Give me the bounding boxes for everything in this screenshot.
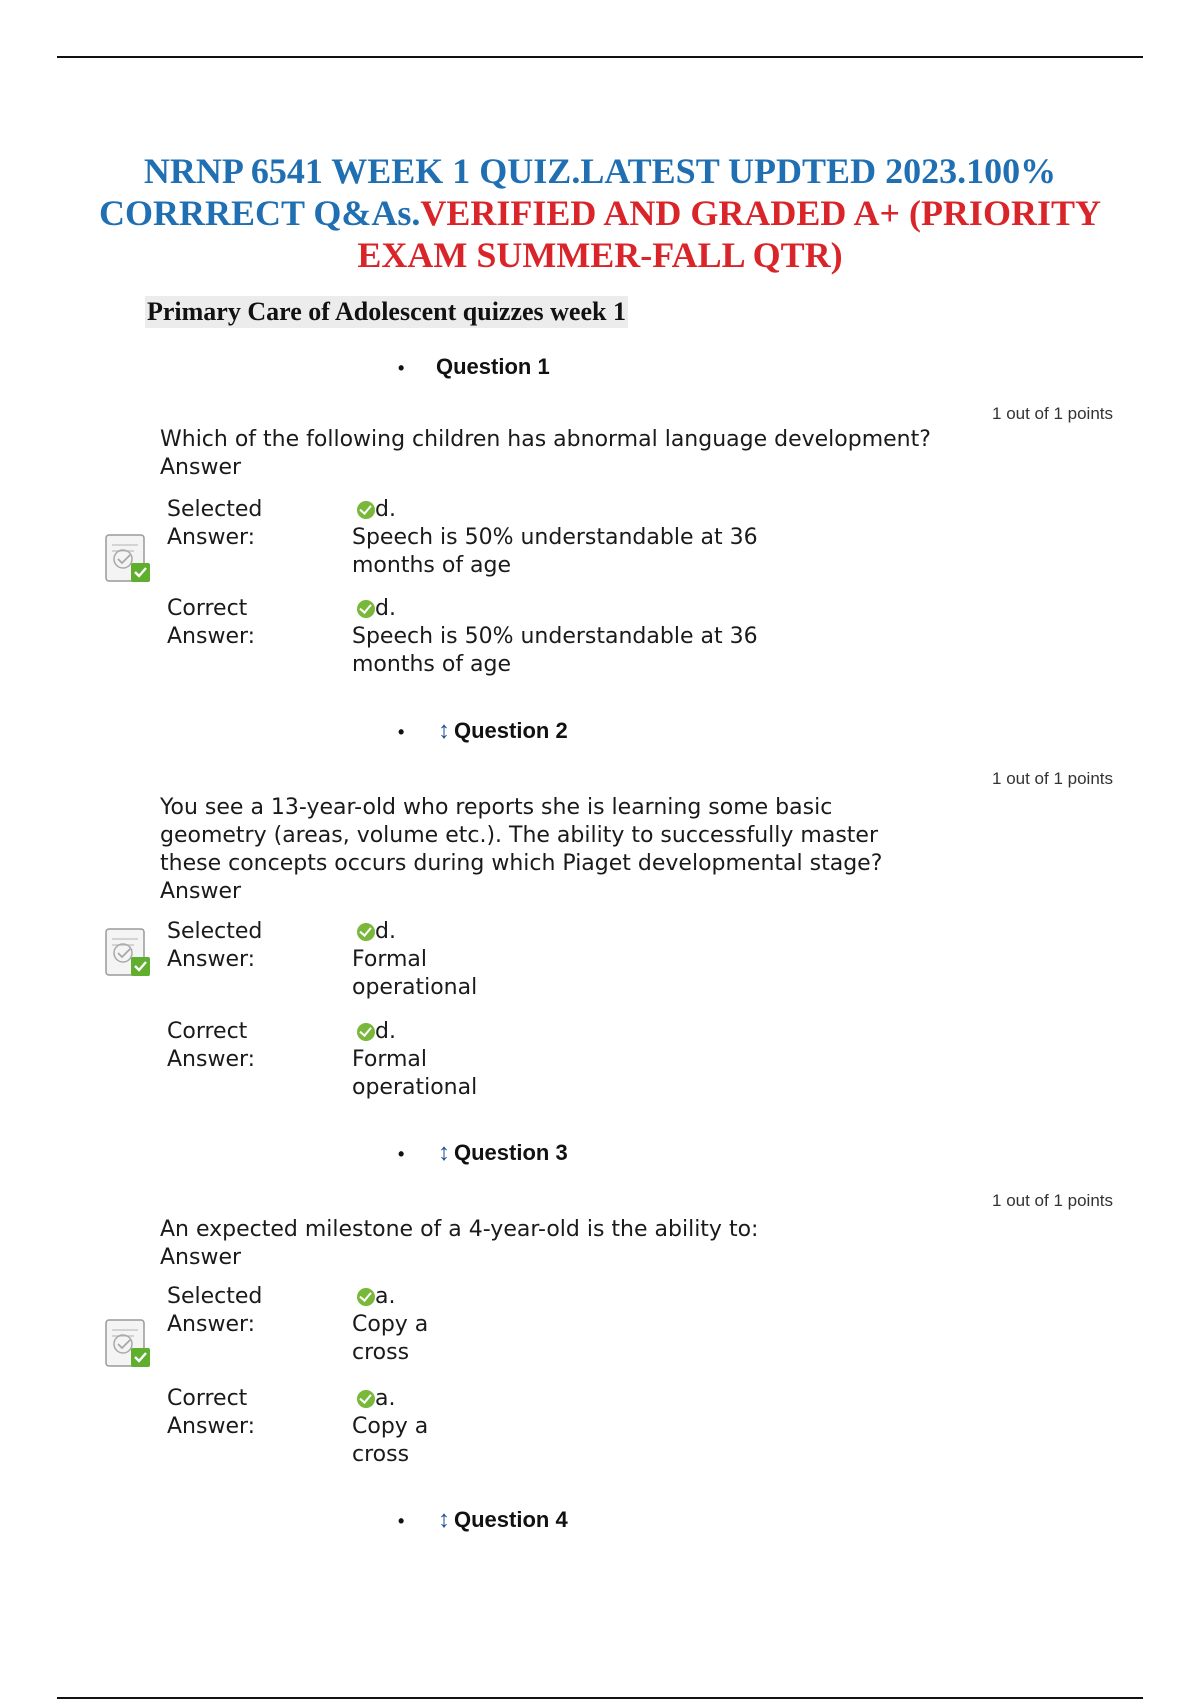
check-circle-icon <box>357 1023 375 1041</box>
answer-label: Answer <box>160 1245 242 1270</box>
up-down-arrow-icon[interactable]: ↕ <box>438 717 450 744</box>
question-3-correct-answer: a. Copy a cross <box>352 1386 429 1467</box>
check-circle-icon <box>357 923 375 941</box>
up-down-arrow-icon[interactable]: ↕ <box>438 1139 450 1166</box>
title-line-2-blue: CORRRECT Q&As. <box>99 193 421 233</box>
question-3-label: Question 3 <box>454 1140 568 1165</box>
up-down-arrow-icon[interactable]: ↕ <box>438 1506 450 1533</box>
correct-answer-label: Correct Answer: <box>167 1019 256 1072</box>
title-line-3: EXAM SUMMER-FALL QTR) <box>357 235 843 275</box>
question-3-heading <box>398 1140 568 1167</box>
document-title <box>80 150 1120 276</box>
question-1-selected-answer: d. Speech is 50% understandable at 36 months of age <box>352 497 758 578</box>
top-rule <box>57 56 1143 58</box>
selected-answer-label: Selected Answer: <box>167 1284 263 1337</box>
question-2-heading <box>398 718 568 745</box>
question-4-heading <box>398 1507 568 1534</box>
title-line-2-red: VERIFIED AND GRADED A+ (PRIORITY <box>420 193 1101 233</box>
graded-document-icon <box>104 927 152 981</box>
answer-label: Answer <box>160 879 242 904</box>
bullet-icon: • <box>398 1511 405 1531</box>
question-3-selected-answer: a. Copy a cross <box>352 1284 429 1365</box>
quiz-subtitle: Primary Care of Adolescent quizzes week 1 <box>147 297 626 326</box>
check-circle-icon <box>357 1288 375 1306</box>
question-2-label: Question 2 <box>454 718 568 743</box>
check-circle-icon <box>357 501 375 519</box>
question-1-label: Question 1 <box>436 354 550 379</box>
answer-label: Answer <box>160 455 242 480</box>
question-2-selected-answer: d. Formal operational <box>352 919 478 1000</box>
bottom-rule <box>57 1697 1143 1699</box>
correct-answer-label: Correct Answer: <box>167 1386 256 1439</box>
question-1-points: 1 out of 1 points <box>992 404 1113 423</box>
question-1-correct-answer: d. Speech is 50% understandable at 36 months of age <box>352 596 758 677</box>
check-circle-icon <box>357 1390 375 1408</box>
question-4-label: Question 4 <box>454 1507 568 1532</box>
question-3-text: An expected milestone of a 4-year-old is the ability to: Answer <box>160 1216 1020 1272</box>
selected-answer-label: Selected Answer: <box>167 919 263 972</box>
graded-document-icon <box>104 533 152 587</box>
question-2-correct-answer: d. Formal operational <box>352 1019 478 1100</box>
question-2-text: You see a 13-year-old who reports she is learning some basic geometry (areas, volume etc.). The ability to successfully master these concepts occurs during which Piaget developmental stage? Answer <box>160 794 1020 906</box>
question-1-heading <box>398 354 550 381</box>
check-circle-icon <box>357 600 375 618</box>
correct-answer-label: Correct Answer: <box>167 596 256 649</box>
selected-answer-label: Selected Answer: <box>167 497 263 550</box>
bullet-icon: • <box>398 1144 405 1164</box>
title-line-1: NRNP 6541 WEEK 1 QUIZ.LATEST UPDTED 2023.100% <box>143 151 1057 191</box>
question-3-points: 1 out of 1 points <box>992 1191 1113 1210</box>
question-1-text: Which of the following children has abnormal language development? Answer <box>160 426 1020 482</box>
bullet-icon: • <box>398 722 405 742</box>
bullet-icon: • <box>398 358 405 378</box>
question-2-points: 1 out of 1 points <box>992 769 1113 788</box>
graded-document-icon <box>104 1318 152 1372</box>
